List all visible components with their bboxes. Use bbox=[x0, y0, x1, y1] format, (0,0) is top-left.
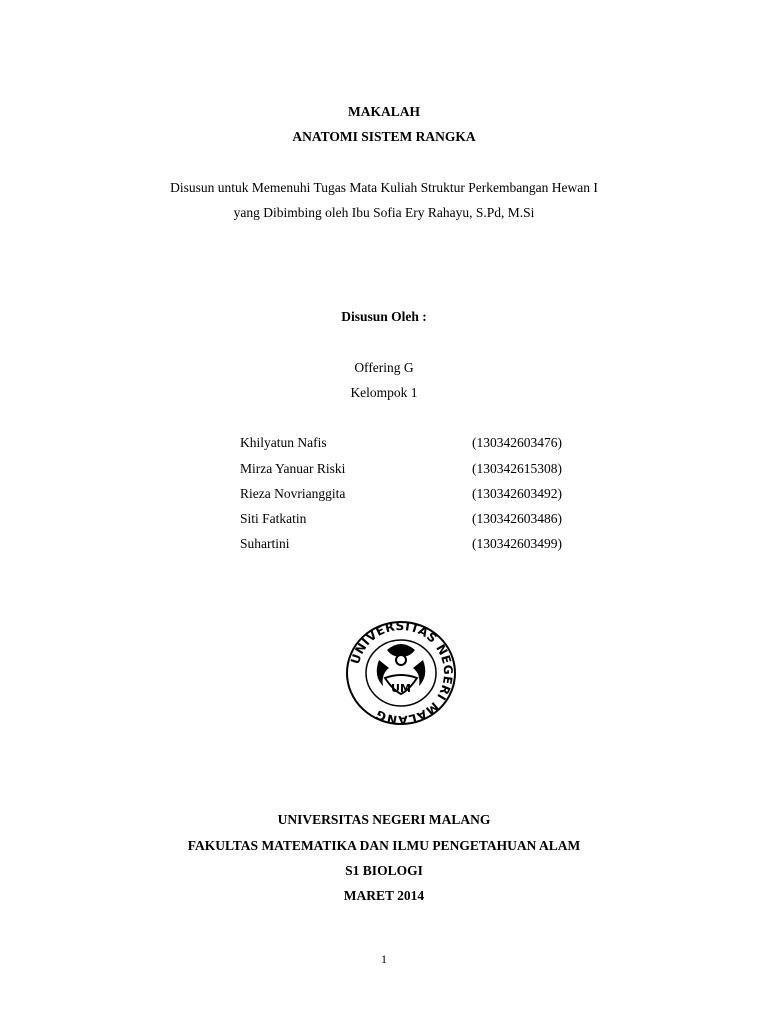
member-name: Suhartini bbox=[240, 536, 290, 551]
seal-monogram: UM bbox=[391, 682, 411, 695]
member-row bbox=[240, 511, 580, 527]
purpose-line-2: yang Dibimbing oleh Ibu Sofia Ery Rahayu, S.Pd, M.Si bbox=[233, 205, 535, 220]
member-name: Khilyatun Nafis bbox=[240, 435, 327, 450]
member-row bbox=[240, 536, 580, 552]
group-label: Kelompok 1 bbox=[350, 385, 418, 400]
page-number: 1 bbox=[381, 952, 387, 966]
purpose-line-1: Disusun untuk Memenuhi Tugas Mata Kuliah Struktur Perkembangan Hewan I bbox=[170, 180, 598, 195]
document-type: MAKALAH bbox=[348, 104, 420, 119]
authors-heading: Disusun Oleh : bbox=[341, 309, 427, 324]
offering-label: Offering G bbox=[354, 360, 414, 375]
member-nim: (130342615308) bbox=[472, 461, 562, 476]
member-name: Rieza Novrianggita bbox=[240, 486, 346, 501]
seal-ring-text: UNIVERSITAS NEGERI MALANG bbox=[347, 620, 456, 726]
member-nim: (130342603492) bbox=[472, 486, 562, 501]
member-row bbox=[240, 461, 580, 477]
member-nim: (130342603486) bbox=[472, 511, 562, 526]
member-name: Mirza Yanuar Riski bbox=[240, 461, 346, 476]
document-title: ANATOMI SISTEM RANGKA bbox=[292, 129, 476, 144]
member-nim: (130342603476) bbox=[472, 435, 562, 450]
faculty-name: FAKULTAS MATEMATIKA DAN ILMU PENGETAHUAN ALAM bbox=[187, 838, 581, 853]
university-seal-icon bbox=[345, 620, 457, 726]
study-program: S1 BIOLOGI bbox=[345, 863, 423, 878]
member-nim: (130342603499) bbox=[472, 536, 562, 551]
submission-date: MARET 2014 bbox=[343, 888, 425, 903]
member-name: Siti Fatkatin bbox=[240, 511, 307, 526]
member-row bbox=[240, 435, 580, 451]
member-row bbox=[240, 486, 580, 502]
university-name: UNIVERSITAS NEGERI MALANG bbox=[277, 812, 491, 827]
